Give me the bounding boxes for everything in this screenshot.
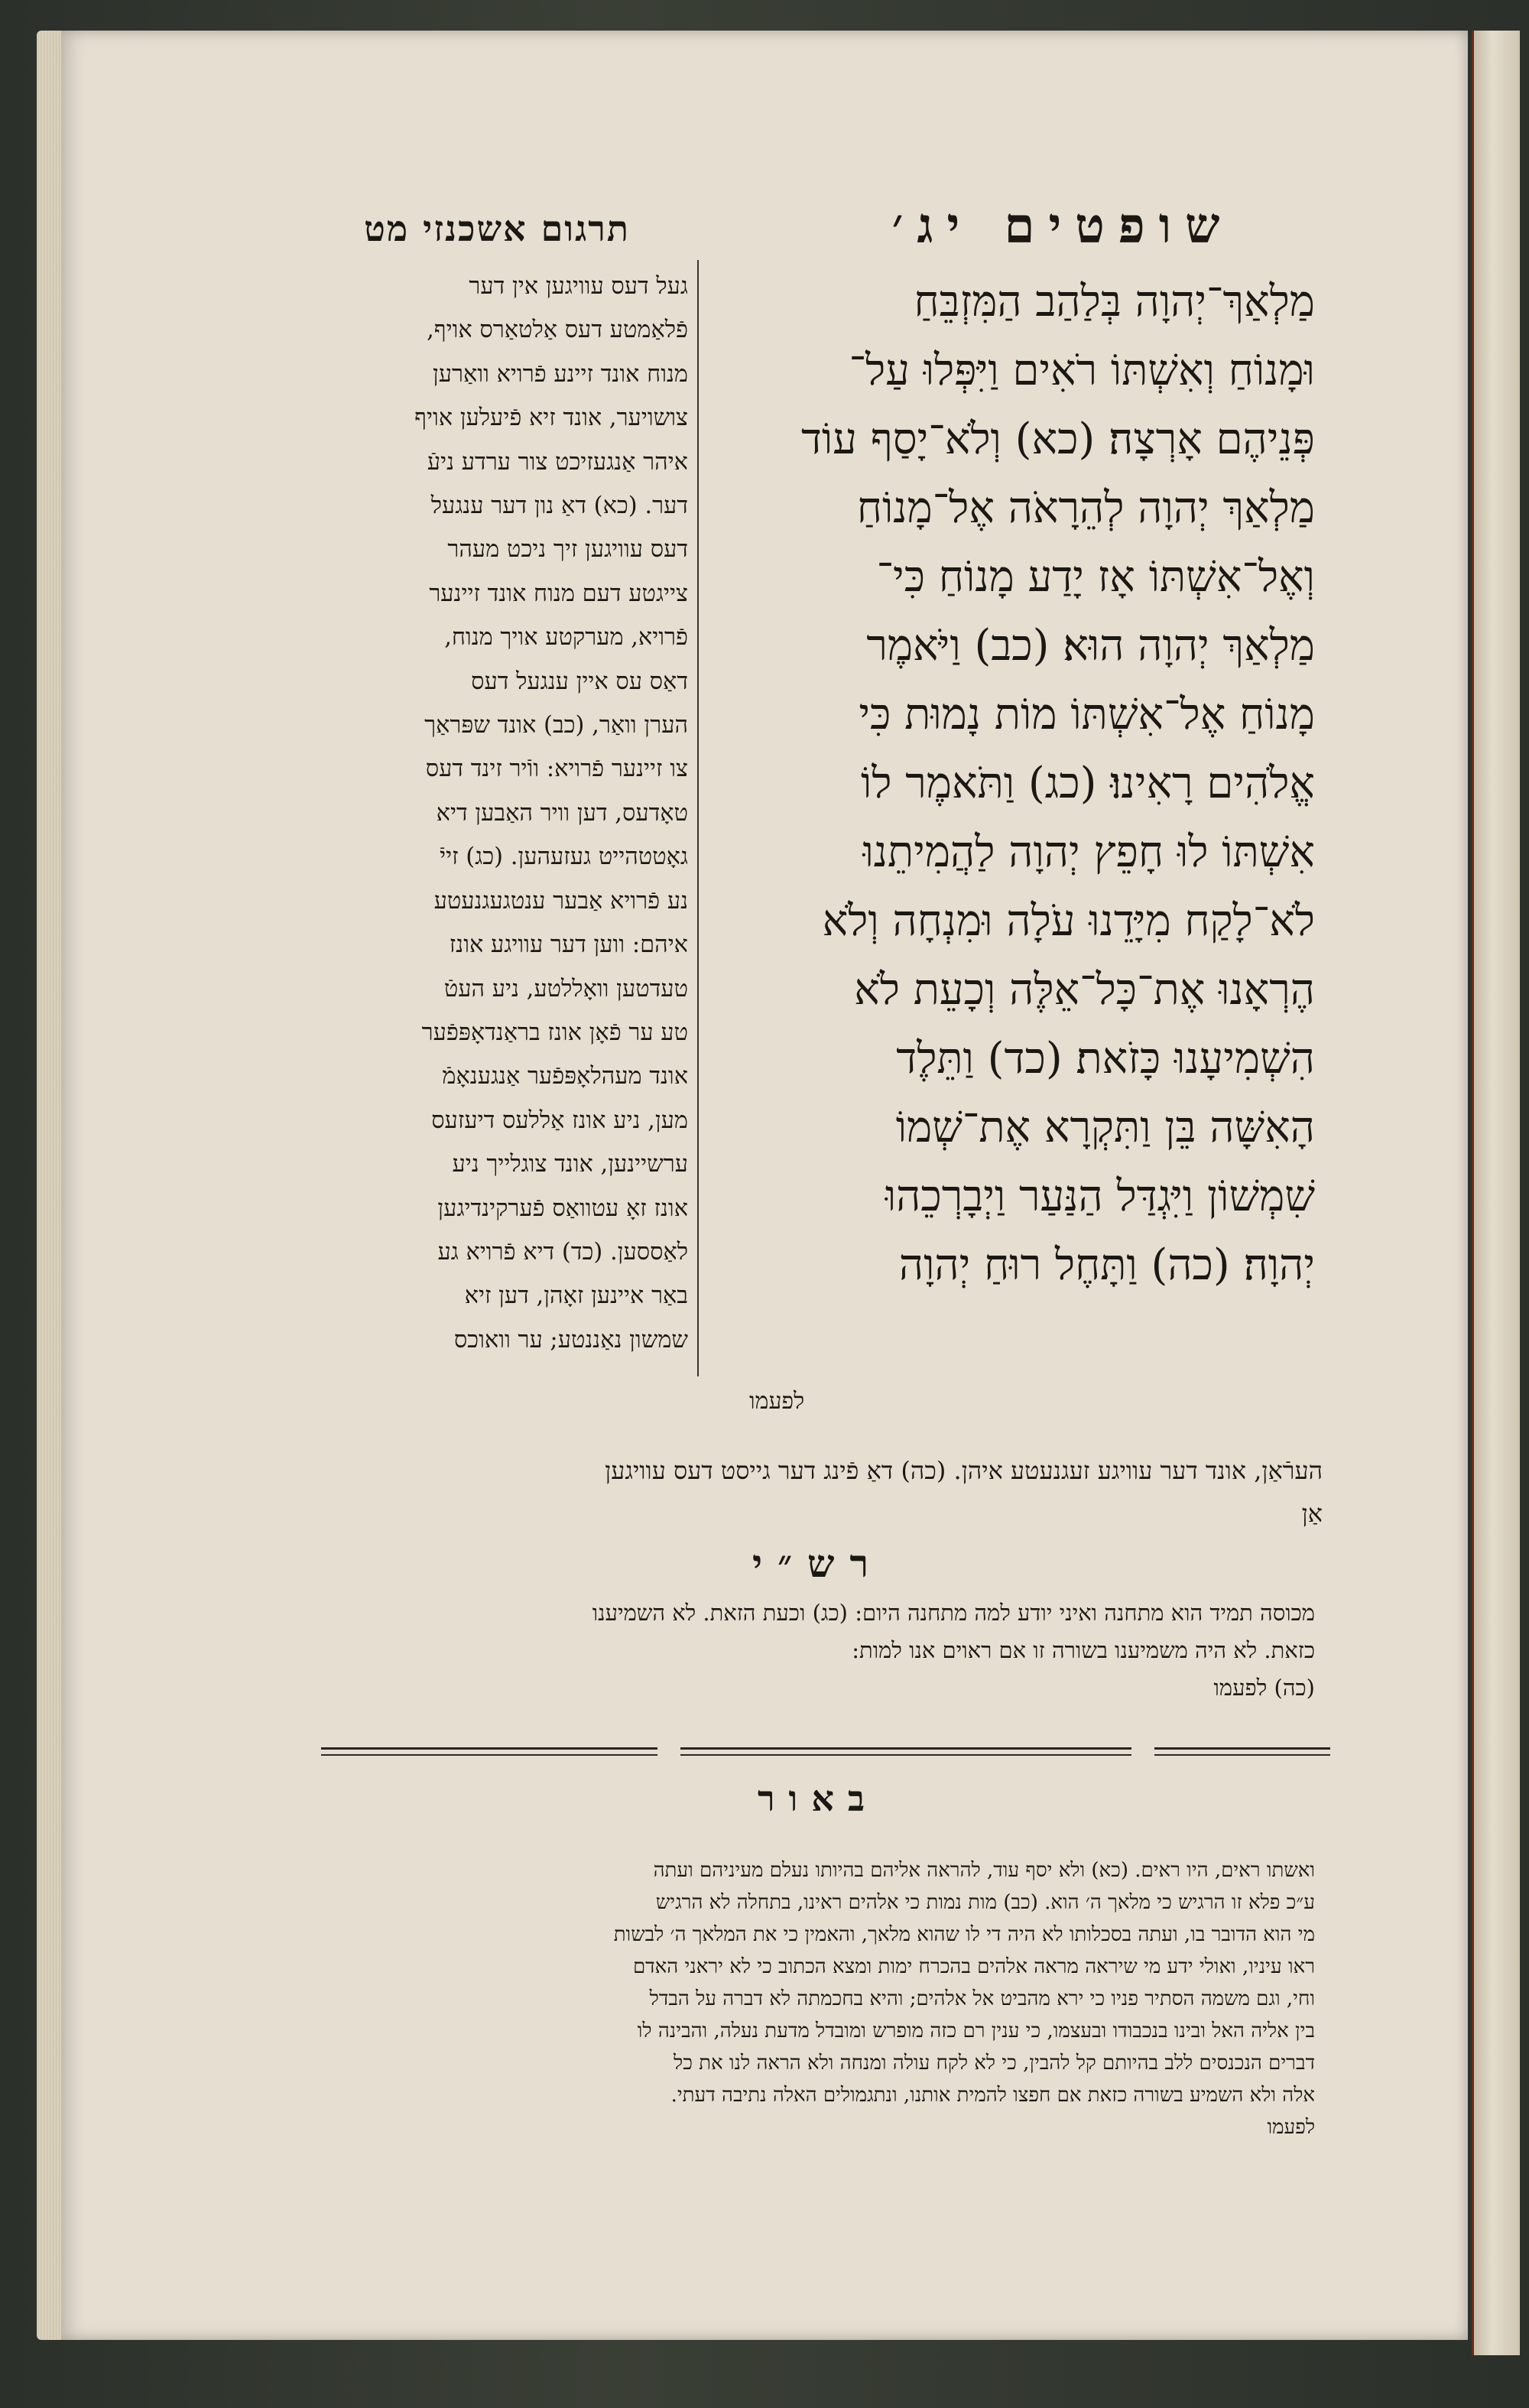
- hebrew-line: אִשְׁתּוֹ לוּ חָפֵץ יְהוָה לַהֲמִיתֵנוּ: [862, 827, 1315, 877]
- yiddish-line: געל דעס עוויגען אין דער: [469, 273, 688, 300]
- rashi-heading: רש״י: [752, 1541, 885, 1586]
- page-edges: [37, 31, 64, 2340]
- yiddish-line: גאָטטהייט געזעהען. (כג) זייֿ: [440, 843, 688, 871]
- biur-line: וחי, וגם משמה הסתיר פניו כי ירא מהביט אל אלהים; והיא בחכמתה לא דברה על הבדל: [649, 1987, 1315, 2010]
- yiddish-line: צו זיינער פֿרויא: ווֿיר זינד דעס: [425, 756, 688, 783]
- yiddish-continuation: [298, 1449, 1323, 1535]
- yiddish-line: הערן וואַר, (כב) אונד שפּראַך: [424, 712, 688, 739]
- hebrew-line: מַלְאַךְ יְהוָה לְהֵרָאֹה אֶל־מָנוֹחַ: [856, 483, 1315, 533]
- yiddish-line: אונז זאָ עטוואַס פֿערקינדיגען: [437, 1194, 688, 1222]
- hebrew-line: הֶרְאָנוּ אֶת־כָּל־אֵלֶּה וְכָעֵת לֹא: [854, 965, 1315, 1015]
- yiddish-line: דעס עוויגען זיך ניכט מעהר: [447, 536, 688, 564]
- yiddish-line: מנוח אונד זיינע פֿרויא וואַרען: [433, 360, 688, 388]
- biur-line: ראו עיניו, ואולי ידע מי שיראה מראה אלהים בהכרח ימות ומצא הכתוב כי לא יראני האדם: [632, 1955, 1315, 1978]
- yiddish-line: פֿלאַמטע דעס אַלטאַרס אויף,: [427, 317, 688, 344]
- biur-line: מי הוא הדובר בו, ועתה בסכלותו לא היה די לו שהוא מלאך, והאמין כי את המלאך ה׳ לבשות: [613, 1923, 1315, 1946]
- yiddish-line: לאַססען. (כד) דיא פֿרויא גע: [437, 1238, 688, 1266]
- hebrew-line: שִׁמְשׁוֹן וַיִּגְדַּל הַנַּעַר וַיְבָרְכֵהוּ: [885, 1172, 1315, 1221]
- biur-line: דברים הנכנסים ללב בהיותם קל להבין, כי לא לקח עולה ומנחה ולא הראה לנו את כל: [674, 2052, 1315, 2075]
- hebrew-line: וּמָנוֹחַ וְאִשְׁתּוֹ רֹאִים וַיִּפְּלוּ עַל־: [849, 346, 1315, 395]
- yiddish-translation-column: [298, 265, 688, 1362]
- biur-line: ע״כ פלא זו הרגיש כי מלאך ה׳ הוא. (כב) מות נמות כי אלהים ראינו, בתחלה לא הרגיש: [655, 1891, 1315, 1914]
- section-rule: [680, 1747, 1131, 1756]
- section-rule: [1154, 1747, 1330, 1756]
- yiddish-line: צושויער, אונד זיא פֿיעלען אויף: [414, 405, 688, 432]
- biur-line: אלה ולא השמיע בשורה כזאת אם חפצו להמית אותנו, ונתגמולים האלה נתיבה דעתי.: [670, 2084, 1315, 2107]
- section-rule: [321, 1747, 657, 1756]
- rashi-line: כזאת. לא היה משמיענו בשורה זו אם ראוים אנו למות:: [852, 1637, 1315, 1663]
- facing-page-edge: [1472, 31, 1520, 2355]
- yiddish-line: שמשון נאַננטע; ער וואוכס: [453, 1326, 688, 1353]
- biur-commentary: [306, 1854, 1315, 2143]
- biur-heading: באור: [757, 1778, 879, 1819]
- hebrew-line: הִשְׁמִיעָנוּ כָּזֹאת׃ (כד) וַתֵּלֶד: [896, 1034, 1315, 1084]
- rashi-line: (כה) לפעמו: [1213, 1675, 1315, 1701]
- yiddish-line: איהר אַנגעזיכט צור ערדע ניעֿ: [427, 448, 688, 476]
- hebrew-line: מָנוֹחַ אֶל־אִשְׁתּוֹ מוֹת נָמוּת כִּי: [859, 690, 1315, 739]
- biur-line: בין אליה האל ובינו בנכבודו ובעצמו, כי ענין רם כזה מופרש ומובדל מדעת נעלה, והבינה לו: [637, 2020, 1315, 2042]
- yiddish-footer-line: הערֿאַן, אונד דער עוויגע זעגנעטע איהן. (כה) דאַ פֿינג דער גייסט דעס עוויגען: [605, 1456, 1323, 1485]
- yiddish-footer-line: אַן: [1301, 1499, 1323, 1528]
- yiddish-line: פֿרויא, מערקטע אויך מנוח,: [444, 624, 688, 652]
- hebrew-line: הָאִשָּׁה בֵּן וַתִּקְרָא אֶת־שְׁמוֹ: [895, 1103, 1315, 1152]
- yiddish-line: טאָדעס, דען וויר האַבען דיא: [436, 799, 688, 827]
- biur-line: ואשתו ראים, היו ראים. (כא) ולא יסף עוד, להראה אליהם בהיותו נעלם מעיניהם ועתה: [653, 1859, 1315, 1882]
- hebrew-line: פְּנֵיהֶם אָרְצָה׃ (כא) וְלֹא־יָסַף עוֹד: [801, 414, 1315, 464]
- hebrew-line: מַלְאַךְ־יְהוָה בְּלַהַב הַמִּזְבֵּחַ: [914, 277, 1315, 327]
- yiddish-line: צייגטע דעם מנוח אונד זיינער: [429, 580, 688, 607]
- biur-line: לפעמו: [1267, 2116, 1315, 2139]
- yiddish-line: דאַס עס איין ענגעל דעס: [471, 668, 688, 695]
- yiddish-line: נע פֿרויא אַבער ענטגעגנעטע: [433, 887, 688, 915]
- rashi-commentary: [306, 1594, 1315, 1707]
- yiddish-line: ערשיינען, אונד צוגלייך ניע: [452, 1151, 688, 1178]
- yiddish-line: אונד מעהלאָפּפֿער אַנגענאָמֿ: [442, 1063, 688, 1090]
- yiddish-line: איהם: ווען דער עוויגע אונז: [449, 931, 688, 959]
- column-divider: [697, 260, 699, 1376]
- hebrew-line: יְהוָה׃ (כה) וַתָּחֶל רוּחַ יְהוָה: [898, 1240, 1315, 1290]
- yiddish-line: מען, ניע אונז אַללעס דיעזעס: [431, 1107, 688, 1134]
- running-head-targum: תרגום אשכנזי מט: [364, 208, 630, 249]
- hebrew-catchword: לפעמו: [749, 1388, 805, 1415]
- running-head-shoftim: שופטים יג׳: [891, 197, 1234, 255]
- hebrew-line: מַלְאַךְ יְהוָה הוּא׃ (כב) וַיֹּאמֶר: [866, 621, 1315, 671]
- yiddish-line: טע ער פֿאָן אונז בראַנדאָפּפֿער: [421, 1019, 688, 1046]
- yiddish-line: דער. (כא) דאַ נון דער ענגעל: [430, 492, 688, 520]
- yiddish-line: באַר איינען זאָהן, דען זיא: [464, 1282, 688, 1310]
- hebrew-text-column: [719, 268, 1315, 1300]
- rashi-line: מכוסה תמיד הוא מתחנה ואיני יודע למה מתחנה היום: (כג) וכעת הזאת. לא השמיענו: [592, 1600, 1315, 1626]
- hebrew-line: אֱלֹהִים רָאִינוּ׃ (כג) וַתֹּאמֶר לוֹ: [860, 759, 1315, 808]
- yiddish-line: טעדטען וואָללטע, ניע העטֿ: [443, 975, 688, 1003]
- hebrew-line: וְאֶל־אִשְׁתּוֹ אָז יָדַע מָנוֹחַ כִּי־: [876, 552, 1315, 602]
- hebrew-line: לֹא־לָקַח מִיָּדֵנוּ עֹלָה וּמִנְחָה וְלֹא: [822, 896, 1315, 946]
